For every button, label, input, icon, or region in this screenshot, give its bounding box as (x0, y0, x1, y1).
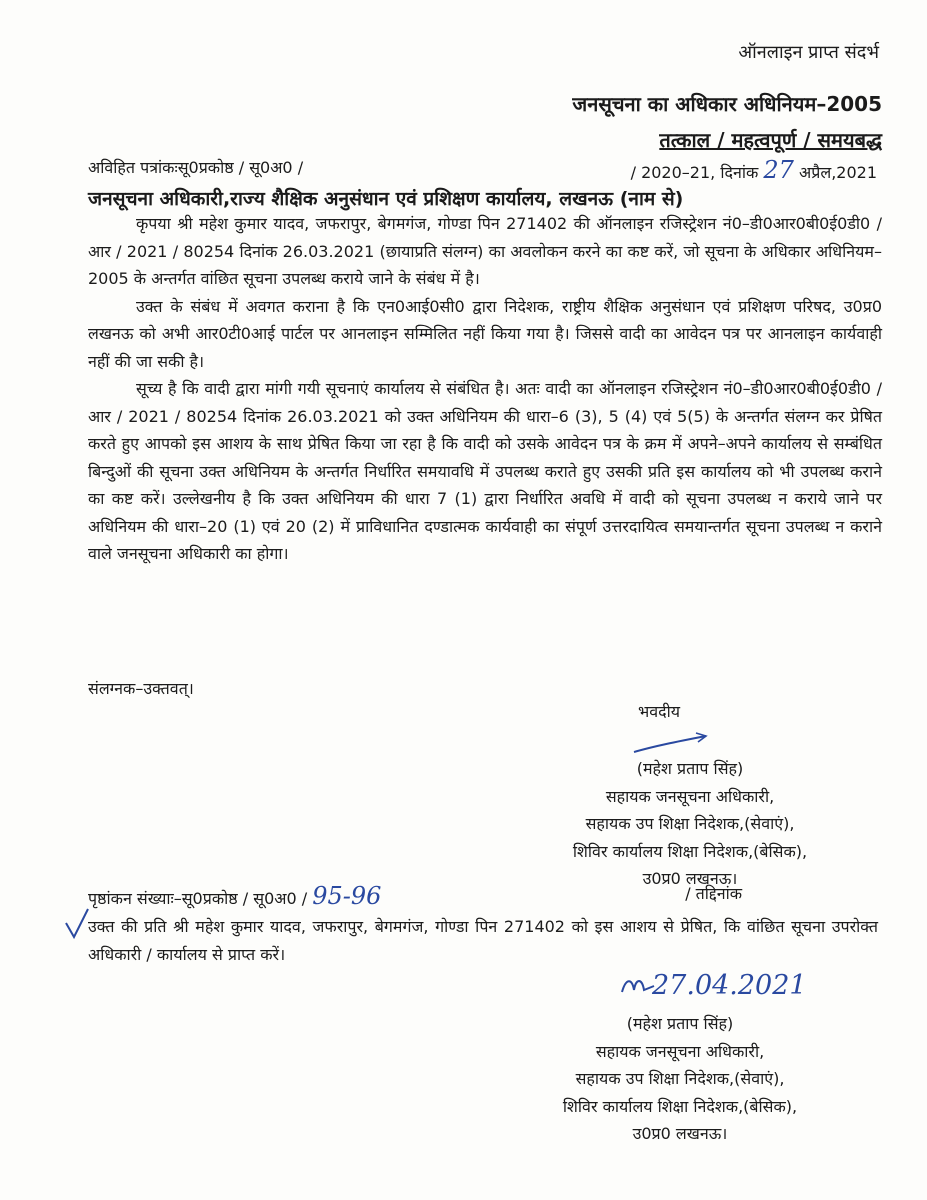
endorsement-number: पृष्ठांकन संख्याः–सू0प्रकोष्ठ / सू0अ0 / 95-96 (88, 882, 382, 910)
act-title: जनसूचना का अधिकार अधिनियम–2005 (572, 92, 882, 116)
online-reference-label: ऑनलाइन प्राप्त संदर्भ (738, 42, 879, 63)
signatory-place: उ0प्र0 लखनऊ। (642, 869, 738, 888)
handwritten-endorsement-date: 27.04.2021 (652, 970, 807, 1001)
handwritten-endorsement-number: 95-96 (312, 882, 382, 910)
addressee: जनसूचना अधिकारी,राज्य शैक्षिक अनुसंधान एवं प्रशिक्षण कार्यालय, लखनऊ (नाम से) (88, 188, 684, 210)
tick-mark-icon (62, 905, 92, 941)
letter-body (88, 210, 882, 568)
letter-reference-row (88, 156, 877, 184)
signatory-name: (महेश प्रताप सिंह) (636, 759, 744, 778)
handwritten-day: 27 (763, 156, 794, 184)
paragraph-1: कृपया श्री महेश कुमार यादव, जफरापुर, बेगमगंज, गोण्डा पिन 271402 की ऑनलाइन रजिस्ट्रेशन नं0–डी0आर0बी0ई0डी0 / आर / 2021 / 80254 दिनांक 26.03.2021 (छायाप्रति संलग्न) का अवलोकन करने का कष्ट करें, जो सूचना के अधिकार अधिनियम–2005 के अन्तर्गत वांछित सूचना उपलब्ध कराये जाने के संबंध में है। (88, 214, 882, 288)
signatory-designation-1: सहायक जनसूचना अधिकारी, (595, 1041, 765, 1061)
signatory-designation-3: शिविर कार्यालय शिक्षा निदेशक,(बेसिक), (562, 1096, 798, 1116)
copy-forwarded-text: उक्त की प्रति श्री महेश कुमार यादव, जफरापुर, बेगमगंज, गोण्डा पिन 271402 को इस आशय से प्रेषित, कि वांछित सूचना उपरोक्त अधिकारी / कार्यालय से प्राप्त करें। (88, 917, 878, 964)
signatory-designation-3: शिविर कार्यालय शिक्षा निदेशक,(बेसिक), (572, 841, 808, 861)
valediction: भवदीय (638, 702, 681, 721)
paragraph-3: सूच्य है कि वादी द्वारा मांगी गयी सूचनाएं कार्यालय से संबंधित है। अतः वादी का ऑनलाइन रजिस्ट्रेशन नं0–डी0आर0बी0ई0डी0 / आर / 2021 / 80254 दिनांक 26.03.2021 को उक्त अधिनियम की धारा–6 (3), 5 (4) एवं 5(5) के अन्तर्गत संलग्न कर प्रेषित करते हुए आपको इस आशय के साथ प्रेषित किया जा रहा है कि वादी को उसके आवेदन पत्र के क्रम में अपने–अपने कार्यालय से सम्बंधित बिन्दुओं की सूचना उक्त अधिनियम के अन्तर्गत निर्धारित समयावधि में उपलब्ध कराते हुए उसकी प्रति इस कार्यालय को भी उपलब्ध कराने का कष्ट करें। उल्लेखनीय है कि उक्त अधिनियम की धारा 7 (1) द्वारा निर्धारित अवधि में वादी को सूचना उपलब्ध न कराये जाने पर अधिनियम की धारा–20 (1) एवं 20 (2) में प्राविधानित दण्डात्मक कार्यवाही का संपूर्ण उत्तरदायित्व समयान्तर्गत सूचना उपलब्ध न कराने वाले जनसूचना अधिकारी का होगा। (88, 379, 882, 563)
endorsement-date: / तद्दिनांक (685, 884, 742, 903)
signatory-designation-2: सहायक उप शिक्षा निदेशक,(सेवाएं), (585, 814, 795, 833)
signatory-designation-2: सहायक उप शिक्षा निदेशक,(सेवाएं), (575, 1069, 785, 1088)
signature-block-2 (510, 1010, 850, 1148)
enclosure-note: संलग्नक–उक्तवत्। (88, 679, 194, 698)
signature-stroke-icon (630, 730, 710, 758)
urgency-label: तत्काल / महत्वपूर्ण / समयबद्ध (659, 128, 882, 152)
signatory-name: (महेश प्रताप सिंह) (626, 1014, 734, 1033)
endorsement-number-row (88, 882, 878, 910)
endorsement-section (88, 882, 878, 968)
signatory-designation-1: सहायक जनसूचना अधिकारी, (605, 786, 775, 806)
paragraph-2: उक्त के संबंध में अवगत कराना है कि एन0आई0सी0 द्वारा निदेशक, राष्ट्रीय शैक्षिक अनुसंधान एवं प्रशिक्षण परिषद, उ0प्र0 लखनऊ को अभी आर0टी0आई पार्टल पर आनलाइन सम्मिलित नहीं किया गया है। जिससे वादी का आवेदन पत्र पर आनलाइन कार्यवाही नहीं की जा सकी है। (88, 296, 882, 371)
letter-number: अविहित पत्रांकःसू0प्रकोष्ठ / सू0अ0 / (88, 158, 304, 177)
signature-block-1 (520, 755, 860, 893)
signatory-place: उ0प्र0 लखनऊ। (632, 1124, 728, 1143)
letter-date: / 2020–21, दिनांक 27 अप्रैल,2021 (630, 156, 877, 184)
